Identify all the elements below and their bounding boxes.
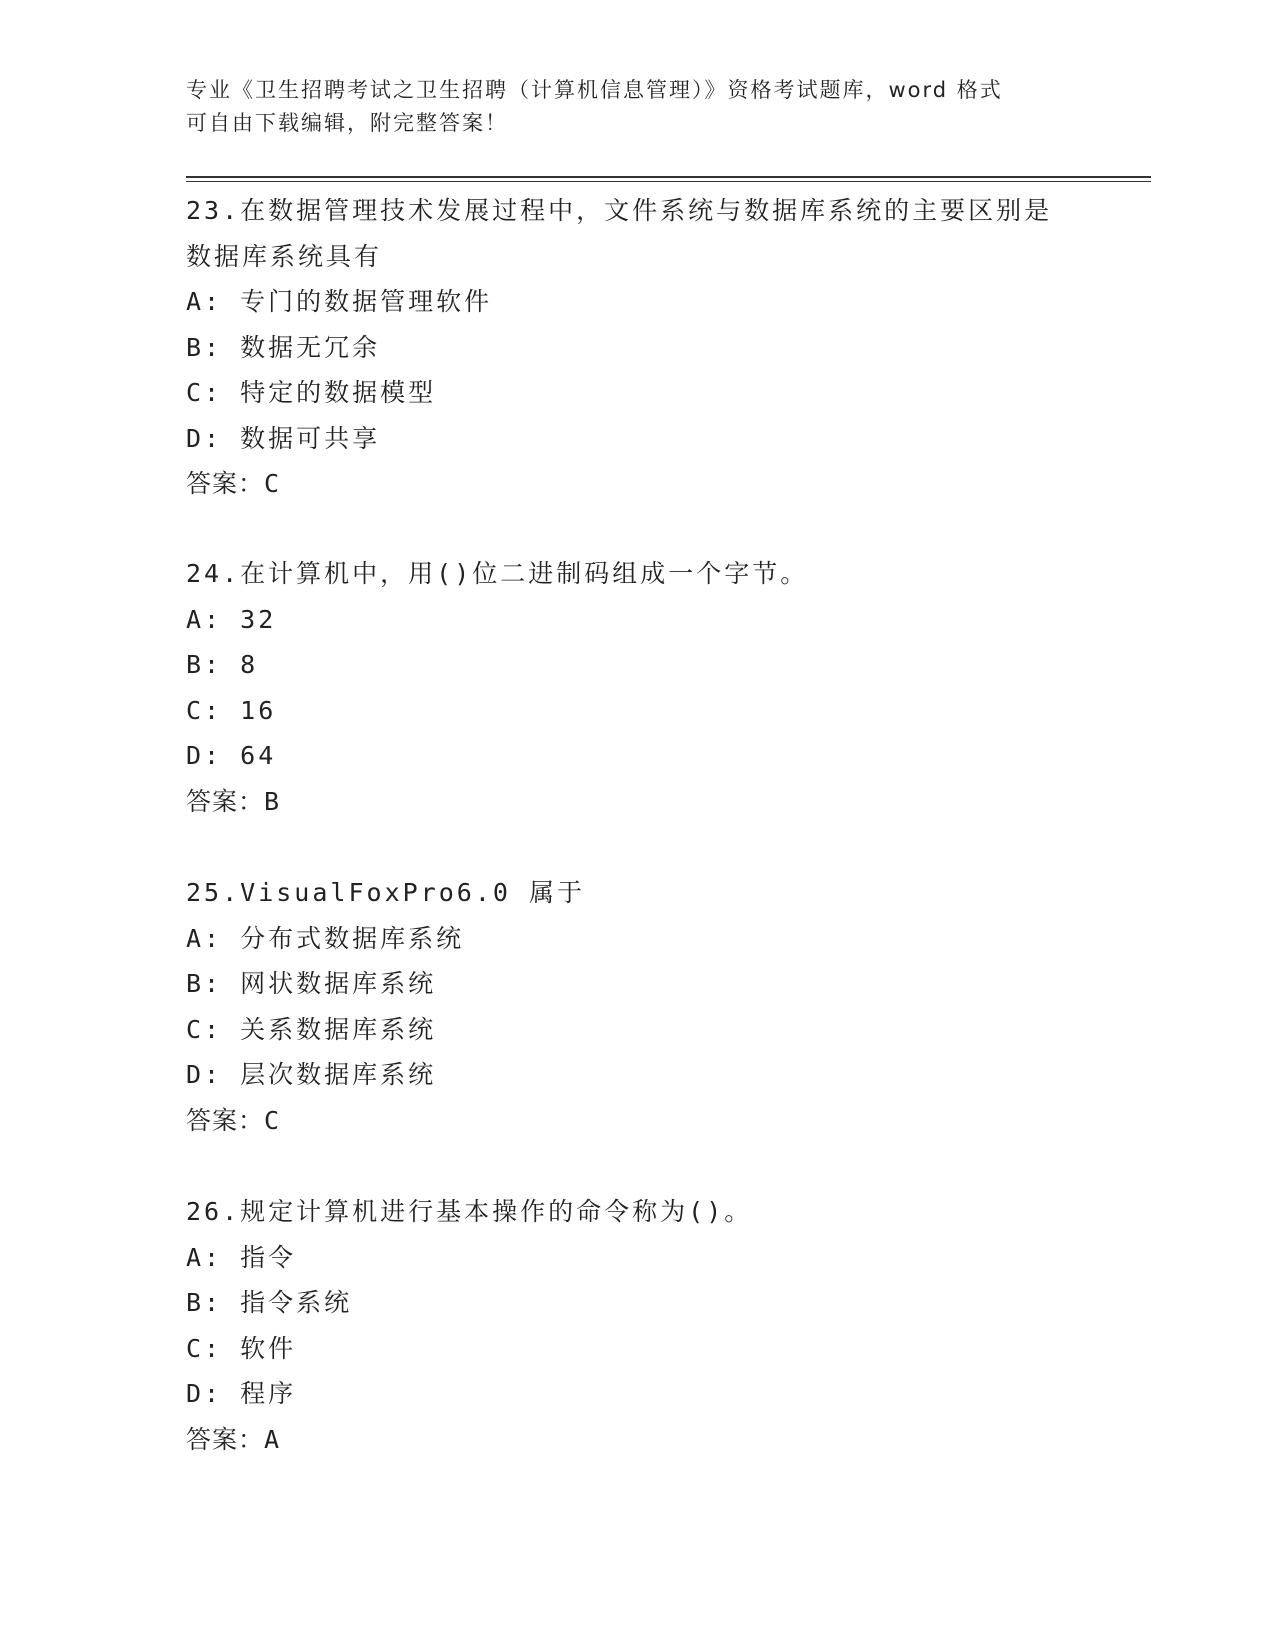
- question-stem-line: 25.VisualFoxPro6.0 属于: [186, 878, 585, 907]
- answer-line: [186, 779, 1086, 825]
- answer-line: [186, 461, 1086, 507]
- option-d: D: 层次数据库系统: [186, 1060, 437, 1089]
- option-c: C: 软件: [186, 1333, 297, 1363]
- option-b: B: 数据无冗余: [186, 332, 381, 362]
- option-b: B: 网状数据库系统: [186, 969, 437, 998]
- option-c: C: 16: [186, 695, 277, 725]
- question-stem-line: 23.在数据管理技术发展过程中，文件系统与数据库系统的主要区别是: [186, 196, 1053, 225]
- question-26: [186, 1189, 1086, 1462]
- question-24: [186, 551, 1086, 824]
- option-a: A: 分布式数据库系统: [186, 923, 465, 953]
- option-c: C: 特定的数据模型: [186, 378, 437, 407]
- option-d: D: 程序: [186, 1379, 297, 1408]
- question-25: [186, 870, 1086, 1143]
- option-b: B: 8: [186, 650, 259, 679]
- question-stem-line: 26.规定计算机进行基本操作的命令称为()。: [186, 1197, 753, 1226]
- question-23: [186, 188, 1086, 507]
- answer-line: [186, 1417, 1086, 1463]
- option-d: D: 数据可共享: [186, 423, 381, 453]
- header-line-1: 专业《卫生招聘考试之卫生招聘（计算机信息管理）》资格考试题库，word 格式: [186, 78, 1003, 102]
- answer-label: 答案：: [186, 786, 265, 816]
- header-line-2: 可自由下载编辑，附完整答案！: [186, 111, 508, 135]
- answer-label: 答案：: [186, 1424, 265, 1454]
- option-c: C: 关系数据库系统: [186, 1014, 437, 1044]
- answer-value: B: [264, 786, 281, 816]
- option-a: A: 指令: [186, 1242, 297, 1272]
- answer-value: C: [264, 469, 281, 498]
- header-divider-thin: [186, 181, 1151, 182]
- option-d: D: 64: [186, 741, 277, 770]
- header-divider-thick: [186, 176, 1151, 178]
- question-stem-line: 24.在计算机中，用()位二进制码组成一个字节。: [186, 559, 809, 588]
- document-header: [186, 74, 1066, 140]
- answer-value: C: [264, 1105, 281, 1135]
- answer-line: [186, 1098, 1086, 1144]
- option-a: A: 32: [186, 604, 277, 634]
- option-b: B: 指令系统: [186, 1288, 353, 1317]
- answer-label: 答案：: [186, 469, 265, 498]
- option-a: A: 专门的数据管理软件: [186, 287, 493, 316]
- answer-label: 答案：: [186, 1105, 265, 1135]
- answer-value: A: [264, 1424, 281, 1454]
- question-stem-line: 数据库系统具有: [186, 241, 383, 271]
